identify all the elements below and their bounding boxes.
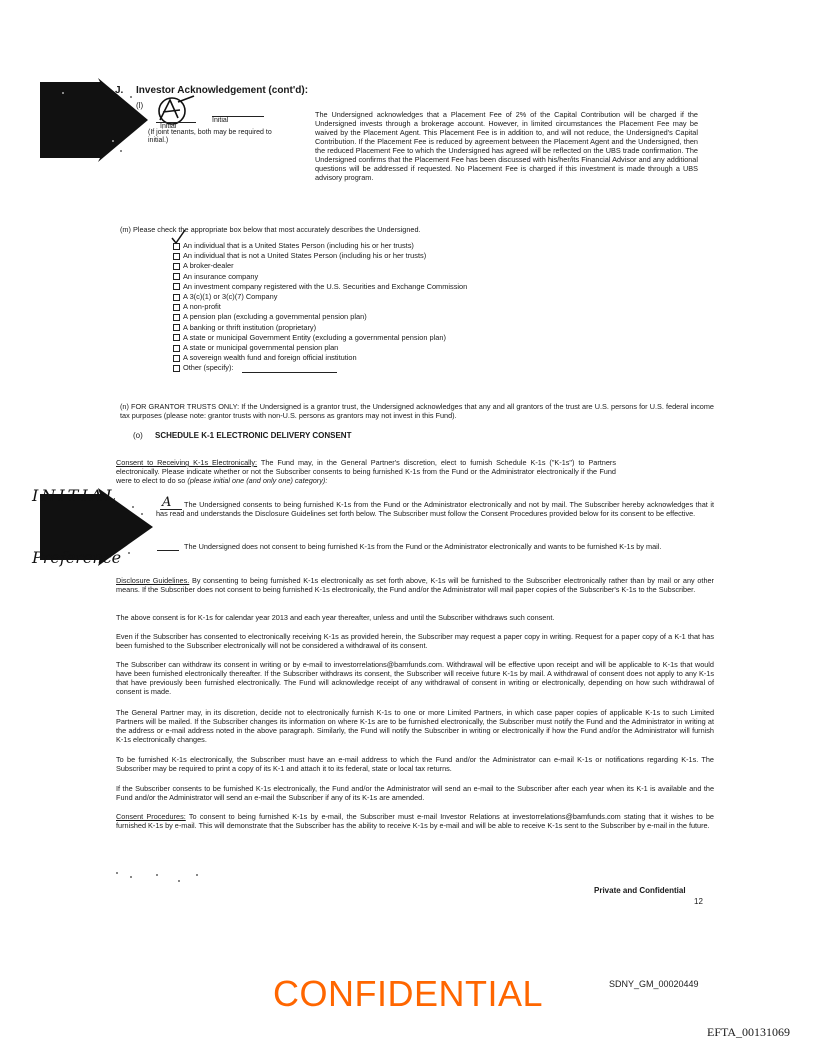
confidential-watermark: CONFIDENTIAL — [272, 973, 544, 1014]
option-gov-pension-plan[interactable]: A state or municipal governmental pension plan — [173, 343, 467, 353]
checkbox[interactable] — [173, 334, 180, 341]
consent-procedures-paragraph — [116, 812, 714, 830]
disclosure-text: By consenting to being furnished K-1s electronically as set forth above, K-1s will be furnished to the Subscriber electronically rather than by mail or any other means. If the Subscriber does not consent to being furnished K-1s electronically, the Fund and/or the Administrator will mail paper copies of the Subscriber's K-1s to the Subscriber. — [116, 576, 714, 594]
item-m-prompt: (m) Please check the appropriate box below that most accurately describes the Undersigned. — [120, 225, 421, 234]
consent-yes-text: The Undersigned consents to being furnished K-1s from the Fund or the Administrator electronically and not by mail. The Subscriber hereby acknowledges that it has read and understands the Disclosure Guidelines set forth below. The Subscriber must follow the Consent Procedures provided below for its consent to be effective. — [156, 500, 714, 518]
placement-fee-text: The Undersigned acknowledges that a Placement Fee of 2% of the Capital Contribution will be charged if the Undersigned invests through a brokerage account. However, in limited circumstances the Placement Fee may be waived by the Placement Agent. This Placement Fee is in addition to, and will not reduce, the Undersigned's Capital Contribution. If the Placement Fee is reduced by agreement between the Placement Agent and the Undersigned, then the reduced Placement Fee to which the Undersigned has agreed will be reflected on the UBS trade confirmation. The Undersigned confirms that the Placement Fee has been discussed with his/her/its Financial Advisor and any additional questions will be addressed if requested. No Placement Fee is charged if this investment is made through a UBS advisory program. — [315, 110, 698, 182]
joint-tenants-note: (If joint tenants, both may be required to initial.) — [148, 129, 272, 144]
disclosure-heading: Disclosure Guidelines. — [116, 576, 190, 585]
email-requirement-paragraph: To be furnished K-1s electronically, the Subscriber must have an e-mail address to which the Fund and/or the Administrator can e-mail K-1s or notifications regarding K-1s. The Subscriber may be required to print a copy of its K-1 and attach it to its federal, state or local tax returns. — [116, 755, 714, 773]
redaction-arrow-top — [40, 78, 150, 163]
consent-receiving-instruction: (please initial one (and only one) category): — [187, 476, 328, 485]
consent-procedures-text: To consent to being furnished K-1s by e-mail, the Subscriber must e-mail Investor Relations at investorrelations@bamfunds.com stating that it wishes to be furnished K-1s by e-mail. This will demonstrate that the Subscriber has the ability to receive K-1s by e-mail and will be able to receive K-1s sent to the Subscriber by e-mail in the future. — [116, 812, 714, 830]
option-broker-dealer[interactable]: A broker-dealer — [173, 261, 467, 271]
option-non-us-person[interactable]: An individual that is not a United States Person (including his or her trusts) — [173, 251, 467, 261]
consent-yes-initials: A — [162, 495, 172, 510]
consent-no-text: The Undersigned does not consent to being furnished K-1s from the Fund or the Administrator electronically and wants to be furnished K-1s by mail. — [184, 542, 662, 551]
checkbox[interactable] — [173, 283, 180, 290]
page-number: 12 — [694, 897, 703, 906]
consent-receiving-paragraph — [116, 458, 616, 485]
grantor-trust-text: (n) FOR GRANTOR TRUSTS ONLY: If the Undersigned is a grantor trust, the Undersigned acknowledges that any and all grantors of the trust are U.S. persons for U.S. federal income tax purposes (please note: grantor trusts with non-U.S. persons as grantors may not invest in this Fund). — [120, 402, 714, 420]
checkbox[interactable] — [173, 243, 180, 250]
option-non-profit[interactable]: A non-profit — [173, 302, 467, 312]
checkbox[interactable] — [173, 304, 180, 311]
initial-stamp-top: INITIAL — [32, 486, 119, 505]
efta-number: EFTA_00131069 — [707, 1025, 791, 1039]
checkbox[interactable] — [173, 263, 180, 270]
option-sovereign-wealth[interactable]: A sovereign wealth fund and foreign official institution — [173, 353, 467, 363]
option-investment-company[interactable]: An investment company registered with the U.S. Securities and Exchange Commission — [173, 282, 467, 292]
checkbox[interactable] — [173, 294, 180, 301]
other-specify-field[interactable] — [242, 364, 337, 373]
option-other[interactable]: Other (specify): — [173, 363, 467, 373]
general-partner-paragraph: The General Partner may, in its discretion, decide not to electronically furnish K-1s to one or more Limited Partners, in which case paper copies of applicable K-1s to such Limited Partners will be mailed. If the Subscriber changes its information on where K-1s are to be furnished electronically, the Subscriber must notify the Fund and the Administrator in writing at the address or e-mail address noted in the above paragraph. Similarly, the Fund will notify the Subscriber in writing or electronically if how the Fund and/or the Administrator will furnish K-1s electronically changes. — [116, 708, 714, 744]
item-o-marker: (o) — [133, 431, 143, 440]
initial-label-1: Initial — [160, 123, 177, 130]
checkbox[interactable] — [173, 273, 180, 280]
investor-type-options — [173, 241, 467, 374]
checkbox[interactable] — [173, 345, 180, 352]
option-government-entity[interactable]: A state or municipal Government Entity (excluding a governmental pension plan) — [173, 333, 467, 343]
checkbox[interactable] — [173, 324, 180, 331]
checkbox[interactable] — [173, 314, 180, 321]
private-confidential-label: Private and Confidential — [594, 886, 686, 895]
item-l-marker: (l) — [136, 101, 144, 110]
checkbox[interactable] — [173, 355, 180, 362]
consent-year-paragraph: The above consent is for K-1s for calendar year 2013 and each year thereafter, unless and until the Subscriber withdraws such consent. — [116, 613, 555, 622]
paper-copy-paragraph: Even if the Subscriber has consented to electronically receiving K-1s as provided herein, the Subscriber may request a paper copy in writing. Request for a paper copy of a K-1 that has been furnished to the Subscriber electronically will not be considered a withdrawal of its consent. — [116, 632, 714, 650]
amended-k1-paragraph: If the Subscriber consents to be furnished K-1s electronically, the Fund and/or the Administrator will send an e-mail to the Subscriber after each year when its K-1 is available and the Fund and/or the Administrator will send an e-mail the Subscriber if any of its K-1s are amended. — [116, 784, 714, 802]
section-number: J. — [115, 85, 124, 96]
bates-number: SDNY_GM_00020449 — [609, 979, 699, 989]
consent-receiving-text: The Fund may, in the General Partner's discretion, elect to furnish Schedule K-1s ("K-1s") to Partners electronically. Please indicate whether or not the Subscriber consents to being furnished K-1s from the Fund or the Administrator electronically if the Fund were to elect to do so — [116, 458, 616, 485]
option-us-person[interactable]: An individual that is a United States Person (including his or her trusts) — [173, 241, 467, 251]
option-insurance-company[interactable]: An insurance company — [173, 272, 467, 282]
k1-consent-title: SCHEDULE K-1 ELECTRONIC DELIVERY CONSENT — [155, 431, 352, 440]
preference-stamp-bottom: Preference — [32, 548, 122, 567]
checkbox[interactable] — [173, 365, 180, 372]
option-3c-company[interactable]: A 3(c)(1) or 3(c)(7) Company — [173, 292, 467, 302]
option-banking[interactable]: A banking or thrift institution (proprietary) — [173, 323, 467, 333]
consent-procedures-heading: Consent Procedures: — [116, 812, 186, 821]
withdraw-consent-paragraph: The Subscriber can withdraw its consent in writing or by e-mail to investorrelations@bamfunds.com. Withdrawal will be effective upon receipt and will be applicable to K-1s that would have been furnished electronically thereafter. If the Subscriber withdraws its consent, the Subscriber will receive future K-1s by mail. A withdrawal of consent does not apply to any K-1s that have previously been furnished electronically. The Fund will acknowledge receipt of any withdrawal of consent in writing or electronically, depending on how such withdrawal of consent is made. — [116, 660, 714, 696]
checkbox[interactable] — [173, 253, 180, 260]
section-title: Investor Acknowledgement (cont'd): — [136, 85, 309, 96]
disclosure-paragraph — [116, 576, 714, 594]
option-pension-plan[interactable]: A pension plan (excluding a governmental pension plan) — [173, 312, 467, 322]
initial-label-2: Initial — [212, 117, 229, 124]
consent-receiving-heading: Consent to Receiving K-1s Electronically: — [116, 458, 258, 467]
